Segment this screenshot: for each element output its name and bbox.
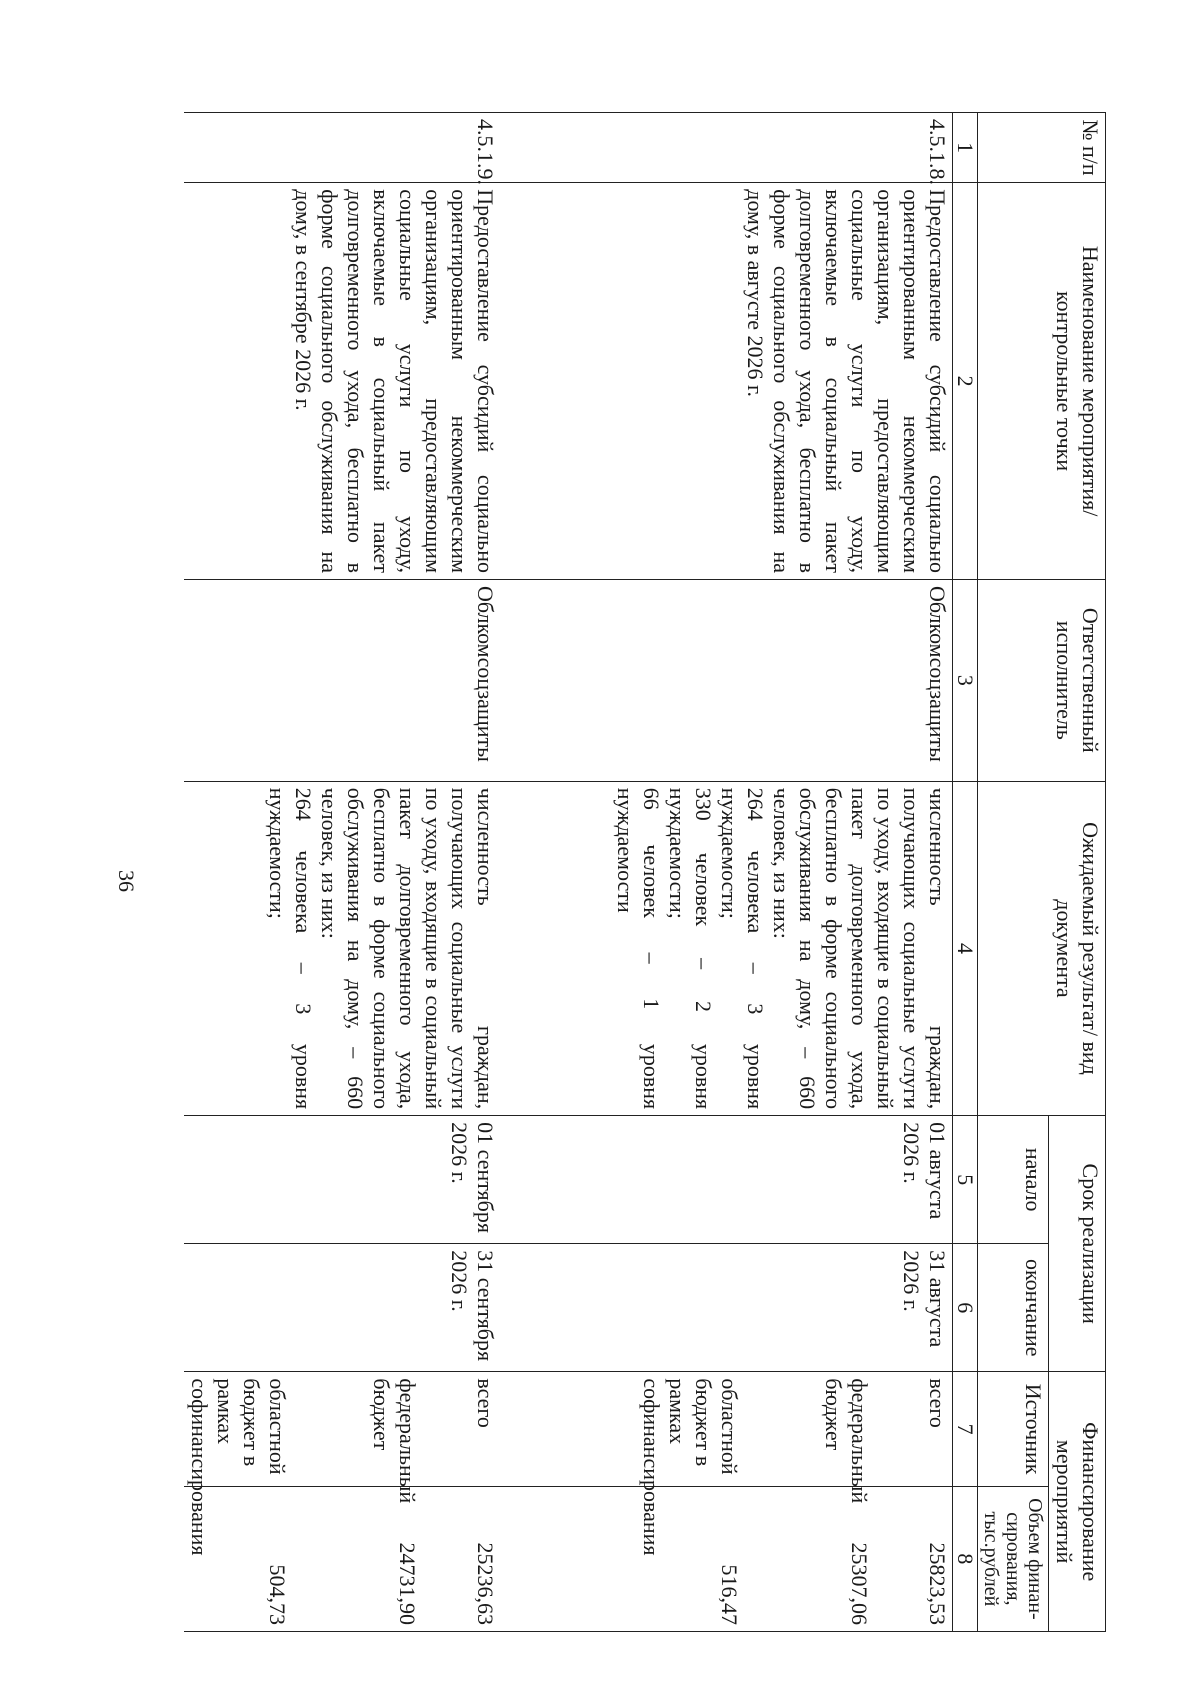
column-number: 8 [953,1486,978,1631]
table-header [953,113,1106,1632]
column-number: 7 [953,1372,978,1486]
executor: Облкомсоцзащиты [501,580,953,782]
result-item: 264 человека – 3 уровня нуждаемости; [265,787,317,1110]
start-date: 01 августа 2026 г. [501,1116,953,1244]
table-row [501,113,953,1632]
end-date: 31 сентября 2026 г. [185,1244,501,1372]
result-main: численность граждан, получающих социальные услуги по уходу, входящие в социальный пакет долговременного ухода, бесплатно в форме социального обслуживания на дому, – 660 человек, из них: [769,787,950,1110]
result-item: 264 человека – 3 уровня нуждаемости; [717,787,768,1110]
source-regional: областной бюджет в рамках софинансирования [639,1378,742,1556]
expected-result [185,781,501,1115]
column-number: 1 [953,113,978,183]
amount-total: 25236,63 [473,1542,499,1625]
table-row [185,113,501,1632]
column-number: 6 [953,1244,978,1372]
header-financing: Финансирование мероприятий [1049,1372,1106,1632]
header-fin-amount: Объем финан- сирования, тыс.рублей [978,1486,1049,1631]
column-number: 5 [953,1116,978,1244]
header-term-end: окончание [978,1244,1049,1372]
rotated-sheet [166,82,1106,1647]
measures-table [185,112,1107,1632]
row-number: 4.5.1.9. [185,113,501,183]
row-number: 4.5.1.8. [501,113,953,183]
source-federal: федеральный бюджет [369,1378,421,1504]
amount-regional: 504,73 [265,1564,291,1625]
start-date: 01 сентября 2026 г. [185,1116,501,1244]
fin-amounts [185,1486,501,1631]
result-main: численность граждан, получающих социальные услуги по уходу, входящие в социальный пакет долговременного ухода, бесплатно в форме социального обслуживания на дому, – 660 человек, из них: [317,787,499,1110]
result-item: 330 человек – 2 уровня нуждаемости; [665,787,716,1110]
source-total: всего [925,1378,950,1428]
amount-federal: 25307,06 [847,1542,872,1625]
column-number: 4 [953,781,978,1115]
result-item: 66 человек – 1 уровня нуждаемости [613,787,664,1110]
source-regional: областной бюджет в рамках софинансирования [187,1378,291,1556]
column-number: 2 [953,183,978,580]
header-executor: Ответственный исполнитель [978,580,1106,782]
header-fin-source: Источник [978,1372,1049,1486]
header-result: Ожидаемый результат/ вид документа [978,781,1106,1115]
measure-name: Предоставление субсидий социально ориентированным некоммерческим организациям, предоставляющим социальные услуги по уходу, включаемые в социальный пакет долговременного ухода, бесплатно в форме социального обслуживания на дому, в сентябре 2026 г. [185,183,501,580]
fin-sources [185,1372,501,1556]
header-term: Срок реализации [1049,1116,1106,1372]
amount-federal: 24731,90 [395,1542,421,1625]
header-num: № п/п [978,113,1106,183]
header-name: Наименование мероприятия/ контрольные точки [978,183,1106,580]
amount-total: 25823,53 [925,1542,950,1625]
source-total: всего [473,1378,499,1428]
fin-amounts [501,1486,953,1631]
expected-result [501,781,953,1115]
page-number: 36 [114,870,139,892]
end-date: 31 августа 2026 г. [501,1244,953,1372]
column-number: 3 [953,580,978,782]
column-numbers-row [953,113,978,1632]
fin-sources [501,1372,953,1556]
measure-name: Предоставление субсидий социально ориентированным некоммерческим организациям, предоставляющим социальные услуги по уходу, включаемые в социальный пакет долговременного ухода, бесплатно в форме социального обслуживания на дому, в августе 2026 г. [501,183,953,580]
source-federal: федеральный бюджет [821,1378,872,1504]
amount-regional: 516,47 [717,1564,742,1625]
executor: Облкомсоцзащиты [185,580,501,782]
header-term-start: начало [978,1116,1049,1244]
